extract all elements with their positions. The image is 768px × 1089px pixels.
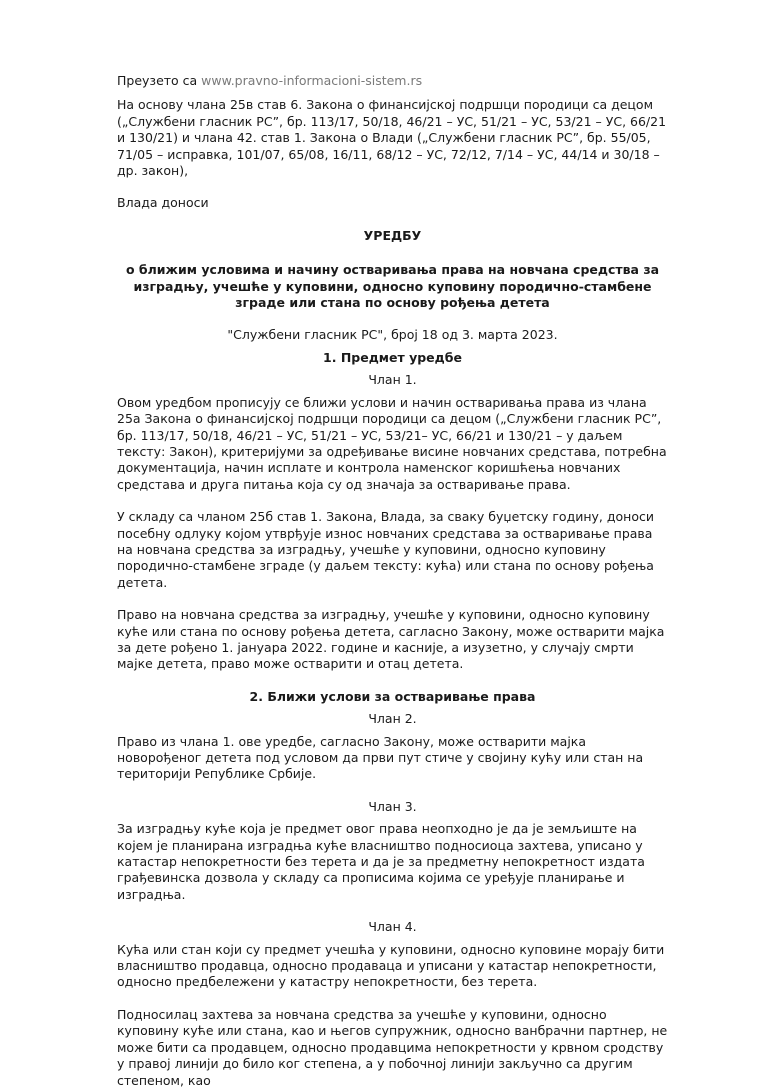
article-paragraph: У складу са чланом 25б став 1. Закона, Влада, за сваку буџетску годину, доноси посебну одлуку којом утврђује износ новчаних средстава за остваривање права на новчана средства за изградњу, учешће у куповини, односно куповину породично-стамбене зграде (у даљем тексту: кућа) или стана по основу рођења детета.	[117, 509, 654, 590]
article-paragraph: Кућа или стан који су предмет учешћа у куповини, односно куповине морају бити власништво продавца, односно продаваца и уписани у катастар непокретности, односно предбележени у катастру непокретности, без терета.	[117, 941, 665, 990]
government-line: Влада доноси	[117, 195, 209, 211]
article-paragraph: Право из члана 1. ове уредбе, сагласно Закону, може остварити мајка новорођеног детета под условом да први пут стиче у својину кућу или стан на територији Републике Србије.	[117, 733, 644, 782]
gazette-reference: "Службени гласник РС", број 18 од 3. марта 2023.	[227, 327, 558, 343]
article-label: Члан 4.	[368, 919, 417, 935]
article-paragraph: Овом уредбом прописују се ближи услови и начин остваривања права из члана 25а Закона о финансијској подршци породици са децом („Службени гласник РС”, бр. 113/17, 50/18, 46/21 – УС, 51/21 – УС, 53/21– УС, 66/21 и 130/21 – у даљем тексту: Закон), критеријуми за одређивање висине новчаних средстава, потребна документација, начин исплате и контрола наменског коришћења новчаних средстава и друга питања која су од значаја за остваривање права.	[117, 394, 667, 492]
article-paragraph: Подносилац захтева за новчана средства за учешће у куповини, односно куповину куће или стана, као и његов супружник, односно ванбрачни партнер, не може бити са продавцем, односно продавцима непокретности у крвном сродству у правој линији до било ког степена, а у побочној линији закључно са другим степеном, као	[117, 1006, 668, 1088]
article-label: Члан 3.	[368, 798, 417, 814]
article-label: Члан 1.	[368, 372, 417, 388]
section-heading: 2. Ближи услови за остваривање права	[249, 688, 536, 704]
article-label: Члан 2.	[368, 711, 417, 727]
preamble: На основу члана 25в став 6. Закона о финансијској подршци породици са децом („Службени гласник РС”, бр. 113/17, 50/18, 46/21 – УС, 51/21 – УС, 53/21 – УС, 66/21 и 130/21) и члана 42. став 1. Закона о Влади („Службени гласник РС”, бр. 55/05, 71/05 – исправка, 101/07, 65/08, 16/11, 68/12 – УС, 72/12, 7/14 – УС, 44/14 и 30/18 – др. закон),	[117, 97, 667, 179]
article-paragraph: Право на новчана средства за изградњу, учешће у куповини, односно куповину куће или стана по основу рођења детета, сагласно Закону, може остварити мајка за дете рођено 1. јануара 2022. године и касније, а изузетно, у случају смрти мајке детета, право може остварити и отац детета.	[117, 607, 665, 672]
document-title: УРЕДБУ	[363, 227, 422, 243]
source-line	[117, 73, 668, 89]
section-heading: 1. Предмет уредбе	[323, 349, 462, 365]
article-paragraph: За изградњу куће која је предмет овог права неопходно је да је земљиште на којем је планирана изградња куће власништво подносиоца захтева, уписано у катастар непокретности без терета и да је за предметну непокретност издата грађевинска дозвола у складу са прописима којима се уређује планирање и изградња.	[117, 821, 645, 902]
source-prefix: Преузето са	[117, 73, 202, 88]
document-subtitle: о ближим условима и начину остваривања права на новчана средства за изградњу, учешће у куповини, односно куповину породично-стамбене зграде или стана по основу рођења детета	[125, 262, 660, 311]
source-link[interactable]: www.pravno-informacioni-sistem.rs	[201, 73, 423, 88]
